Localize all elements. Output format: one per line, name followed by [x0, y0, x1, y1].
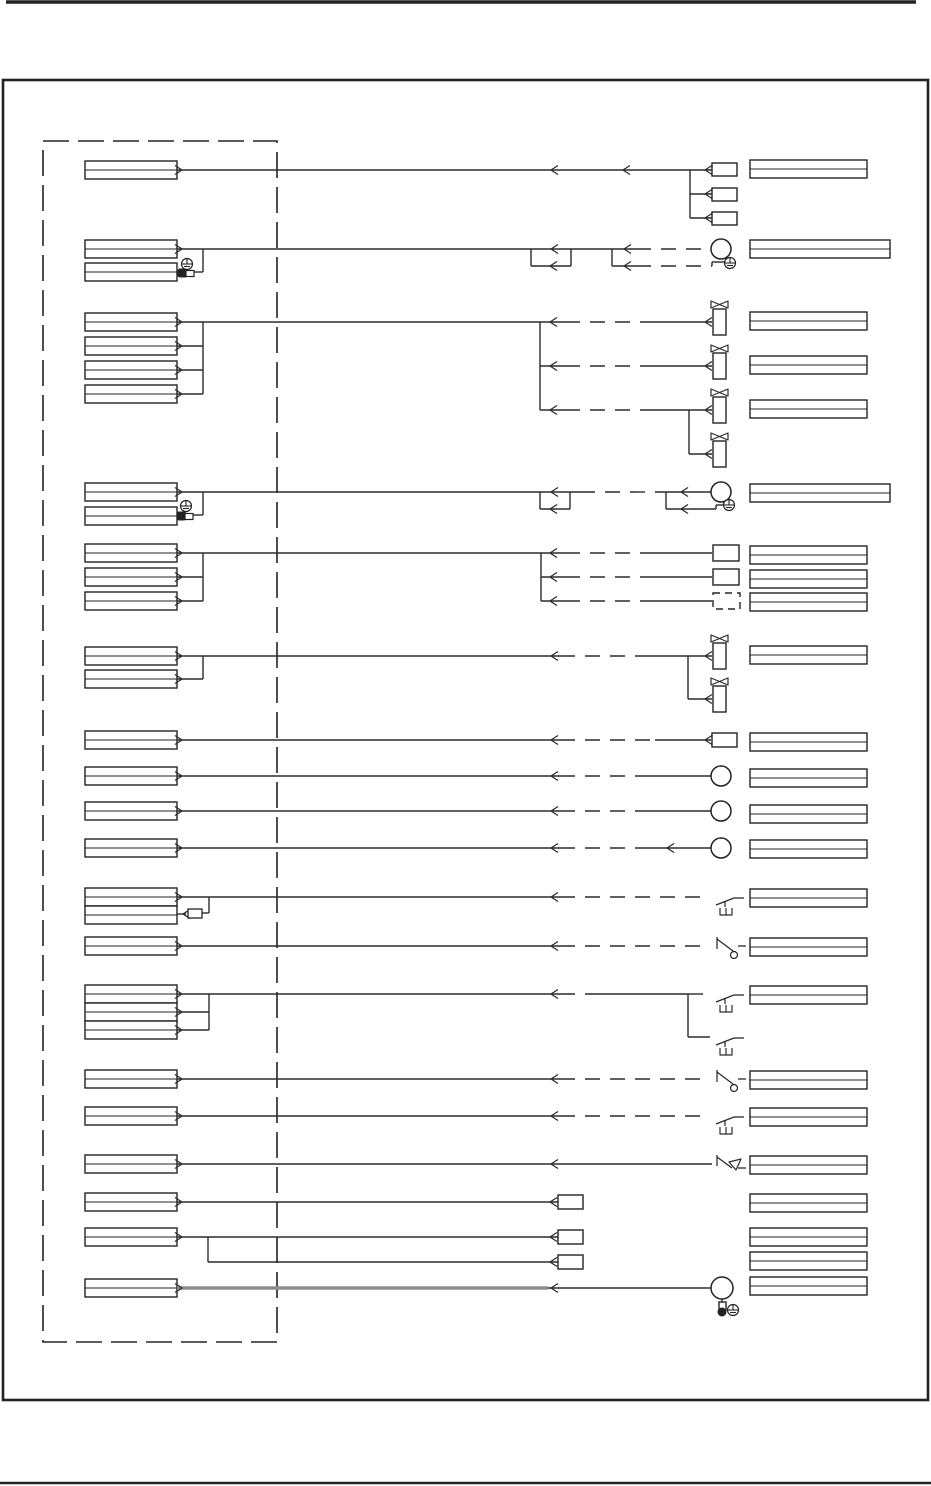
pressure-switch-blade — [717, 939, 733, 951]
thermal-element-icon — [720, 908, 732, 915]
connector-block — [558, 1230, 583, 1244]
valve-bowtie-icon — [720, 345, 729, 352]
solenoid-coil — [713, 397, 726, 423]
valve-bowtie-icon — [711, 345, 720, 352]
connector-block — [558, 1195, 583, 1209]
valve-bowtie-icon — [711, 678, 720, 685]
solenoid-coil — [713, 686, 726, 712]
valve-bowtie-icon — [720, 301, 729, 308]
valve-bowtie-icon — [720, 635, 729, 642]
valve-bowtie-icon — [711, 389, 720, 396]
thermal-element-icon — [720, 1005, 732, 1012]
motor-circle — [711, 766, 731, 786]
connector-block — [713, 593, 740, 609]
ground-terminal-dot — [718, 1308, 726, 1316]
solenoid-coil — [713, 643, 726, 669]
ground-plug-connector — [186, 271, 194, 277]
thermal-element-icon — [720, 1048, 732, 1055]
connector-block — [558, 1255, 583, 1269]
connector-block — [712, 188, 737, 201]
connector-block — [713, 569, 739, 585]
motor-circle — [711, 801, 731, 821]
motor-circle — [711, 1277, 733, 1299]
connector-block — [712, 733, 737, 747]
inline-plug-connector — [188, 909, 202, 918]
solenoid-coil — [713, 309, 726, 335]
thermal-element-icon — [720, 1127, 732, 1134]
connector-block — [712, 163, 737, 176]
ground-plug-connector — [185, 514, 193, 520]
pressure-switch-bulb-icon — [731, 952, 738, 959]
solenoid-coil — [713, 353, 726, 379]
valve-bowtie-icon — [711, 301, 720, 308]
valve-bowtie-icon — [720, 678, 729, 685]
connector-block — [713, 545, 739, 561]
pressure-switch-bulb-icon — [731, 1085, 738, 1092]
valve-bowtie-icon — [711, 433, 720, 440]
motor-circle — [711, 838, 731, 858]
valve-bowtie-icon — [720, 389, 729, 396]
valve-bowtie-icon — [711, 635, 720, 642]
valve-bowtie-icon — [720, 433, 729, 440]
connector-block — [712, 212, 737, 225]
motor-circle — [711, 239, 731, 259]
pressure-switch-blade — [717, 1072, 733, 1084]
solenoid-coil — [713, 441, 726, 467]
